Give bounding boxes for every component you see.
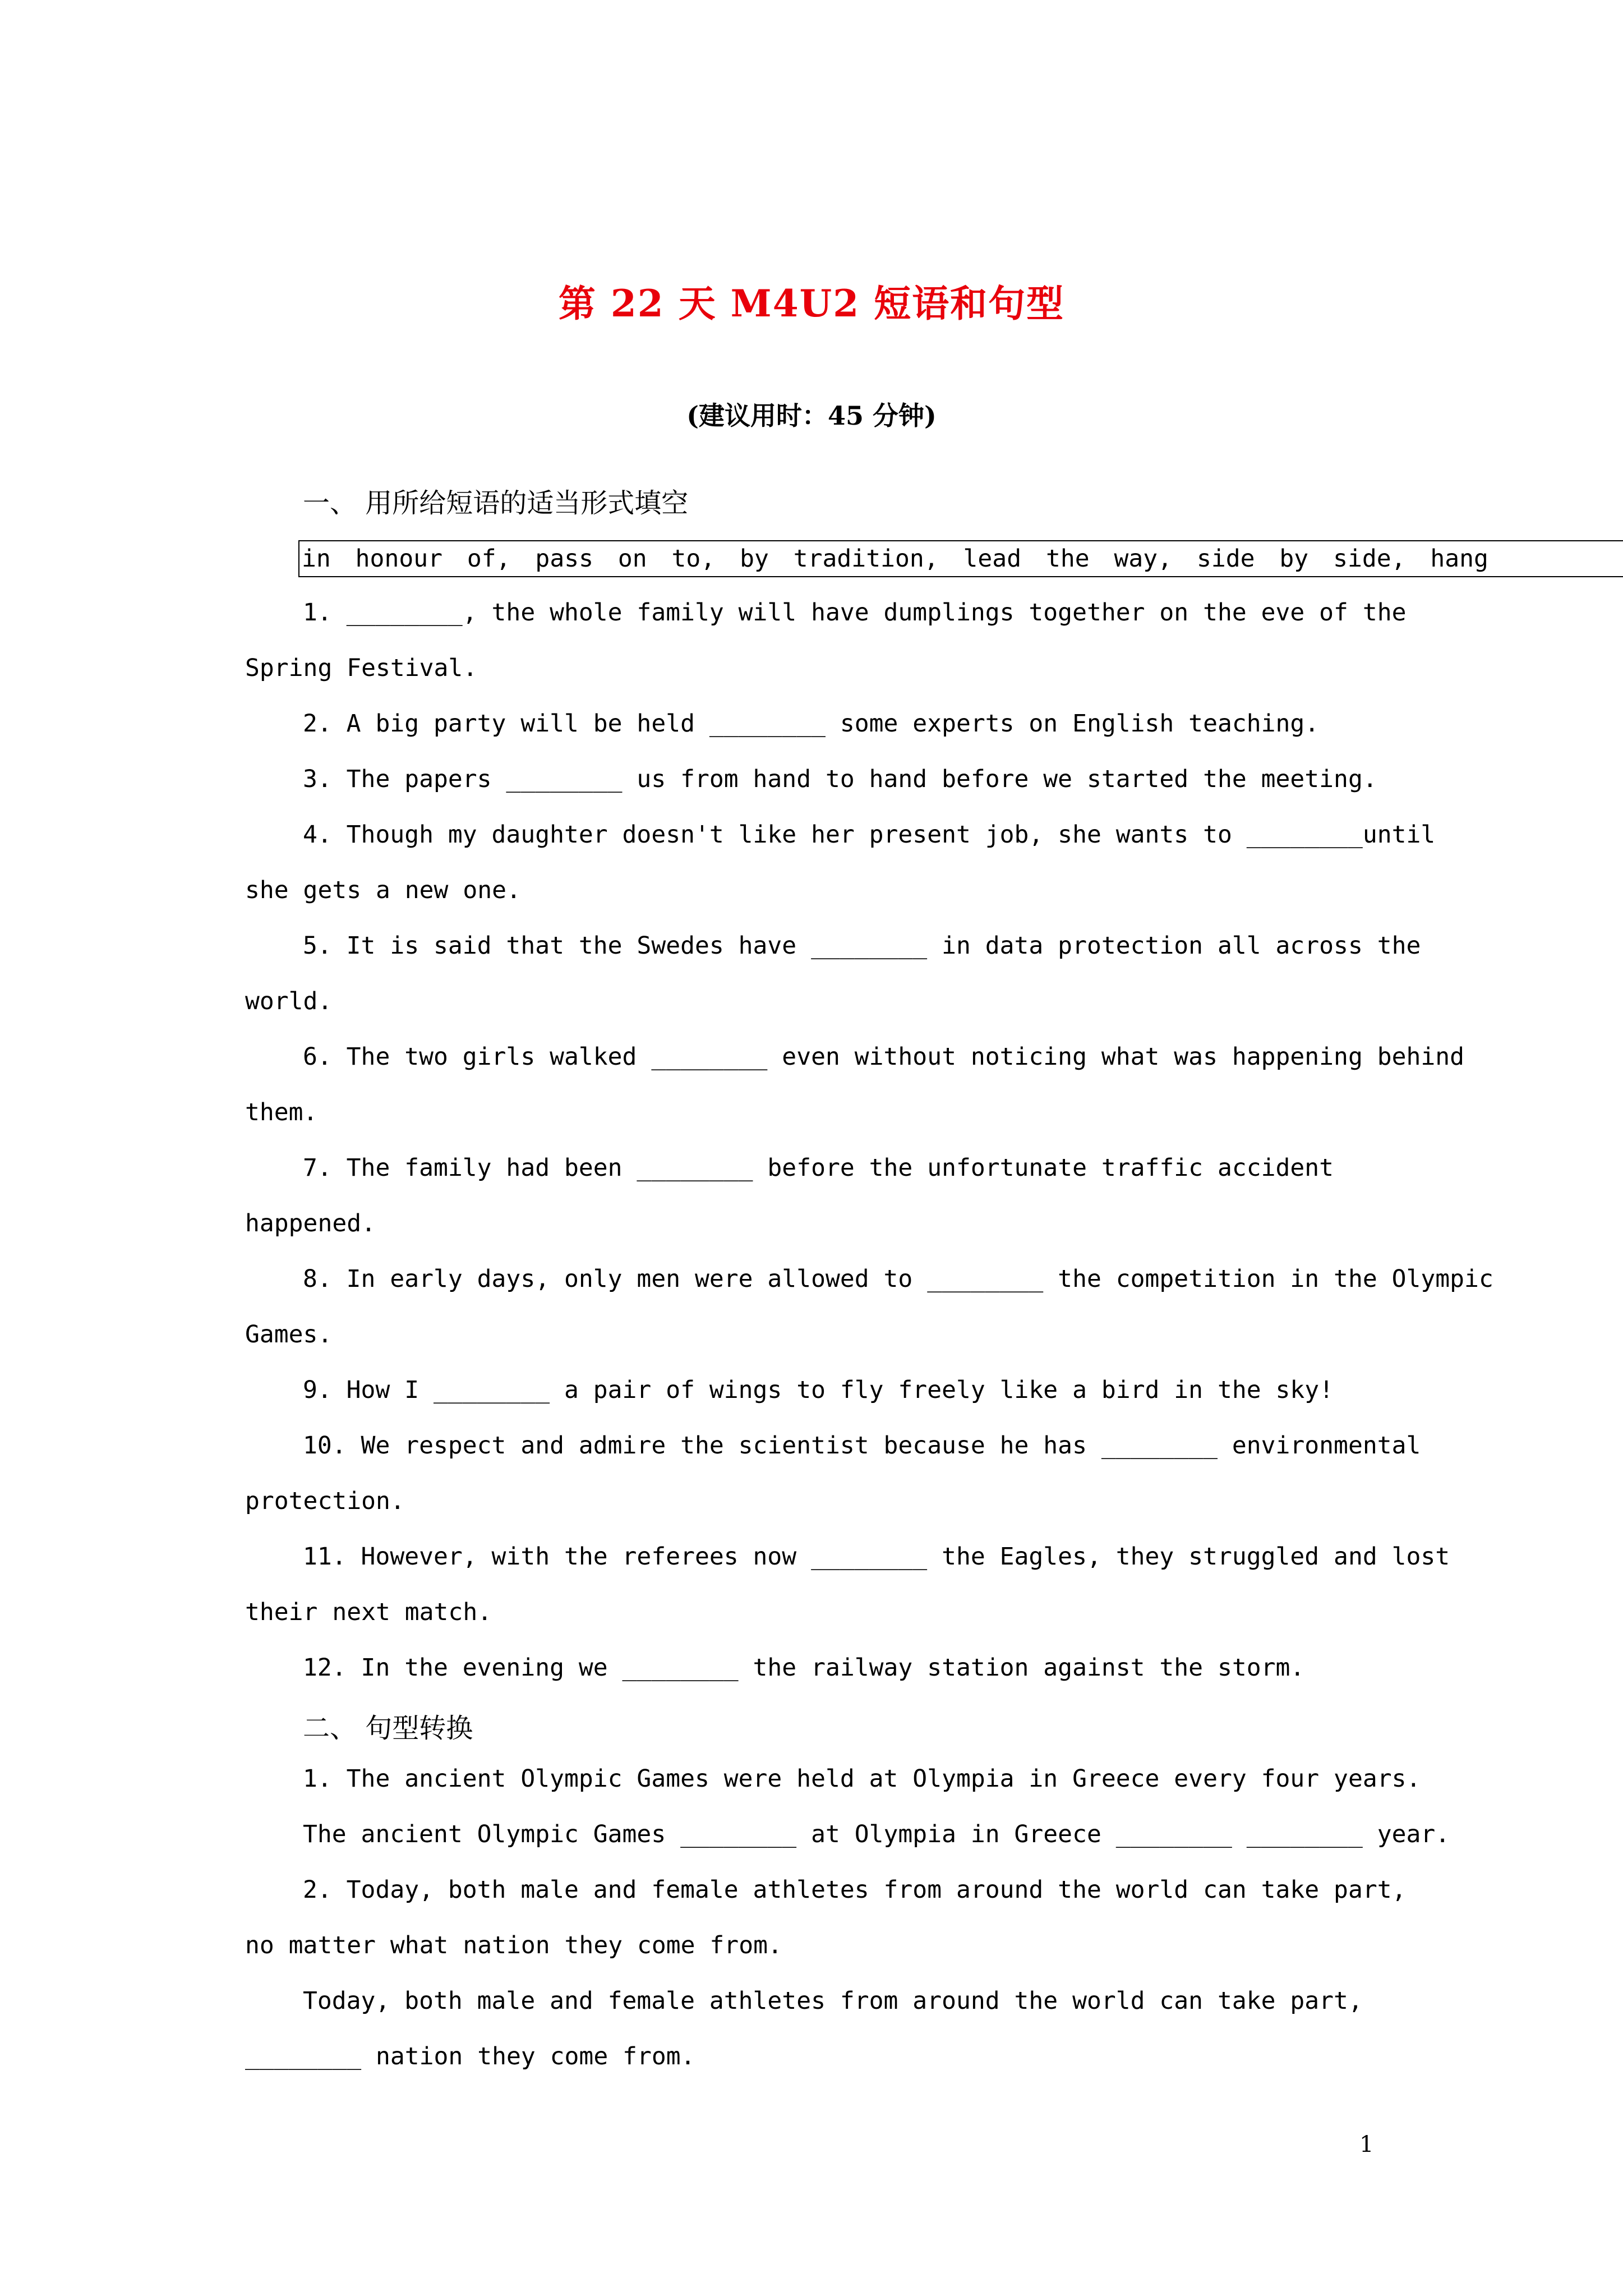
exercise-line: 9. How I ________ a pair of wings to fly freely like a bird in the sky! bbox=[303, 1376, 1334, 1404]
exercise-line: Today, both male and female athletes from around the world can take part, bbox=[303, 1987, 1363, 2015]
exercise-line: ________ nation they come from. bbox=[245, 2042, 695, 2070]
exercise-line: 10. We respect and admire the scientist because he has ________ environmental bbox=[303, 1432, 1421, 1460]
exercise-line: 2. A big party will be held ________ some experts on English teaching. bbox=[303, 710, 1320, 738]
exercise-line: she gets a new one. bbox=[245, 876, 521, 904]
exercise-line: 1. The ancient Olympic Games were held at Olympia in Greece every four years. bbox=[303, 1765, 1421, 1793]
exercise-line: The ancient Olympic Games ________ at Olympia in Greece ________ ________ year. bbox=[303, 1820, 1450, 1848]
exercise-line: 6. The two girls walked ________ even without noticing what was happening behind bbox=[303, 1043, 1465, 1071]
exercise-line: 11. However, with the referees now ________ the Eagles, they struggled and lost bbox=[303, 1543, 1450, 1571]
exercise-line: 7. The family had been ________ before the unfortunate traffic accident bbox=[303, 1154, 1334, 1182]
exercise-line: protection. bbox=[245, 1487, 405, 1515]
exercise-line: no matter what nation they come from. bbox=[245, 1931, 782, 1959]
page-number: 1 bbox=[1359, 2132, 1374, 2157]
section-1-heading: 一、 用所给短语的适当形式填空 bbox=[303, 487, 689, 519]
exercise-line: world. bbox=[245, 987, 333, 1015]
phrase-box: in honour of, pass on to, by tradition, lead the way, side by side, hang bbox=[298, 540, 1623, 577]
exercise-line: 12. In the evening we ________ the railway station against the storm. bbox=[303, 1654, 1305, 1682]
exercise-line: Spring Festival. bbox=[245, 654, 478, 682]
exercise-line: 8. In early days, only men were allowed to ________ the competition in the Olympic bbox=[303, 1265, 1493, 1293]
exercise-line: Games. bbox=[245, 1320, 333, 1349]
exercise-line: their next match. bbox=[245, 1598, 492, 1626]
exercise-line: 5. It is said that the Swedes have ________ in data protection all across the bbox=[303, 932, 1421, 960]
exercise-line: 2. Today, both male and female athletes from around the world can take part, bbox=[303, 1876, 1407, 1904]
exercise-line: happened. bbox=[245, 1209, 376, 1237]
exercise-line: 3. The papers ________ us from hand to hand before we started the meeting. bbox=[303, 765, 1377, 793]
exercise-line: 1. ________, the whole family will have dumplings together on the eve of the bbox=[303, 599, 1407, 627]
page-title: 第 22 天 M4U2 短语和句型 bbox=[558, 282, 1065, 325]
exercise-line: 4. Though my daughter doesn't like her present job, she wants to ________until bbox=[303, 821, 1436, 849]
section-2-heading: 二、 句型转换 bbox=[303, 1713, 473, 1744]
exercise-line: them. bbox=[245, 1098, 318, 1126]
suggested-time: (建议用时：45 分钟) bbox=[686, 401, 937, 431]
